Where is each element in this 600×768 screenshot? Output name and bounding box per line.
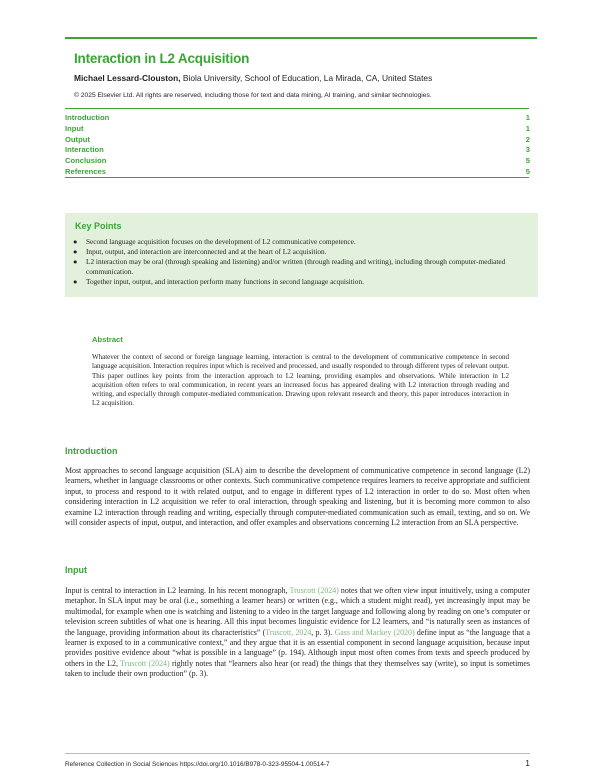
introduction-text: Most approaches to second language acquisition (SLA) aim to describe the development of communicative competence in second language (L2) learners, whether in language classrooms or other contexts. Such communicative competence requires learners to receive appropriate and sufficient input, to process and respond to it with related output, and to engage in different types of L2 interaction in order to do so. Most often when considering interaction in L2 acquisition we refer to oral interaction, through speaking and listening, but it is becoming more common to also examine L2 interaction through reading and writing, especially through computer-mediated communication such as email, texting, and so on. We will consider aspects of input, output, and interaction, and offer examples and observations concerning L2 interaction from an SLA perspective. [65,466,531,528]
list-item [73,237,523,247]
toc-item-page: 1 [525,113,530,122]
key-points-list [73,237,523,287]
toc-item-introduction[interactable] [65,113,530,124]
table-of-contents [65,113,530,178]
key-points-box [65,213,538,297]
abstract-heading: Abstract [92,335,123,344]
key-point-text: Input, output, and interaction are interconnected and at the heart of L2 acquisition. [86,247,327,256]
toc-divider-top [65,108,529,109]
key-points-title: Key Points [75,221,122,231]
toc-item-label: Input [65,123,84,133]
author-affiliation: Biola University, School of Education, La Mirada, CA, United States [180,73,433,83]
bullet-icon: ● [73,237,78,246]
copyright-notice: © 2025 Elsevier Ltd. All rights are reserved, including those for text and data mining, AI training, and similar technologies. [74,92,432,99]
toc-item-label: Interaction [65,145,104,155]
toc-item-page: 5 [525,156,530,166]
toc-item-page: 3 [525,145,530,155]
toc-item-page: 1 [525,123,530,133]
page-number: 1 [525,758,530,768]
article-title: Interaction in L2 Acquisition [74,51,250,66]
author-line [74,73,432,83]
key-point-text: Second language acquisition focuses on the development of L2 communicative competence. [86,237,356,246]
input-text-part: define input as “the language that a learner is exposed to in a communicative context,” and they argue that it is an essential component in second language acquisition, because input provides positive evidence about “what is possible in a language” (p. 194). Although input most often comes from texts and speech produced by others in the L2, [65,627,531,668]
input-text-part: notes that we often view input intuitively, using a computer metaphor. In SLA input may be oral (i.e., something a learner hears) or written (e.g., which a student might read), yet increasingly input may be multimodal, for example when one is watching and listening to a video in the target language and following along by reading on one’s computer or television screen subtitles of what one is hearing. All this input becomes linguistic evidence for L2 learners, and “is naturally seen as instances of the language, providing information about its characteristics” ( [65,586,531,637]
input-heading: Input [65,565,87,575]
toc-item-label: References [65,166,106,176]
citation-link[interactable]: Gass and Mackey (2020) [334,627,415,637]
toc-item-conclusion[interactable] [65,156,530,167]
bullet-icon: ● [73,247,78,256]
key-point-text: L2 interaction may be oral (through speaking and listening) and/or written (through reading and writing), including through computer-mediated communication. [86,257,506,276]
toc-item-label: Introduction [65,113,110,122]
abstract-text: Whatever the context of second or foreign language learning, interaction is central to the development of communicative competence in second language acquisition. Interaction requires input which is received and processed, and usually responded to through different types of relevant output. This paper outlines key points from the interaction approach to L2 learning, providing examples and observations. While interaction in L2 acquisition often refers to oral communication, in recent years an increased focus has appeared dealing with L2 interaction through reading and writing, and especially through computer-mediated communication. Drawing upon relevant research and theory, this paper introduces interaction in L2 acquisition. [92,353,509,408]
input-text-part: , p. 3). [311,627,335,637]
bullet-icon: ● [73,257,78,266]
introduction-heading: Introduction [65,446,118,456]
author-name: Michael Lessard-Clouston, [74,73,181,83]
input-text [65,586,530,680]
toc-divider-bottom [65,177,529,178]
toc-item-input[interactable] [65,124,530,135]
toc-item-interaction[interactable] [65,145,530,156]
footer-doi-link[interactable]: https://doi.org/10.1016/B978-0-323-95504-1.00514-7 [180,761,330,768]
toc-item-page: 5 [525,166,530,176]
list-item [73,257,523,277]
list-item [73,277,523,287]
citation-link[interactable]: Truscott (2024) [289,586,339,595]
citation-link[interactable]: Truscott (2024) [120,658,170,668]
toc-item-label: Output [65,134,90,144]
bullet-icon: ● [73,277,78,286]
input-text-part: Input is central to interaction in L2 learning. In his recent monograph, [65,586,290,595]
toc-item-label: Conclusion [65,156,107,166]
input-text-part: rightly notes that “learners also hear (or read) the things that they themselves say (write), so input is sometimes taken to include their own production” (p. 3). [65,658,531,679]
footer-journal: Reference Collection in Social Sciences [65,761,178,768]
toc-item-output[interactable] [65,135,530,146]
top-rule [65,37,537,39]
key-point-text: Together input, output, and interaction perform many functions in second language acquisition. [86,277,364,286]
citation-link[interactable]: Truscott, 2024 [265,627,312,637]
list-item [73,247,523,257]
footer-divider [65,753,530,754]
toc-item-page: 2 [525,134,530,144]
